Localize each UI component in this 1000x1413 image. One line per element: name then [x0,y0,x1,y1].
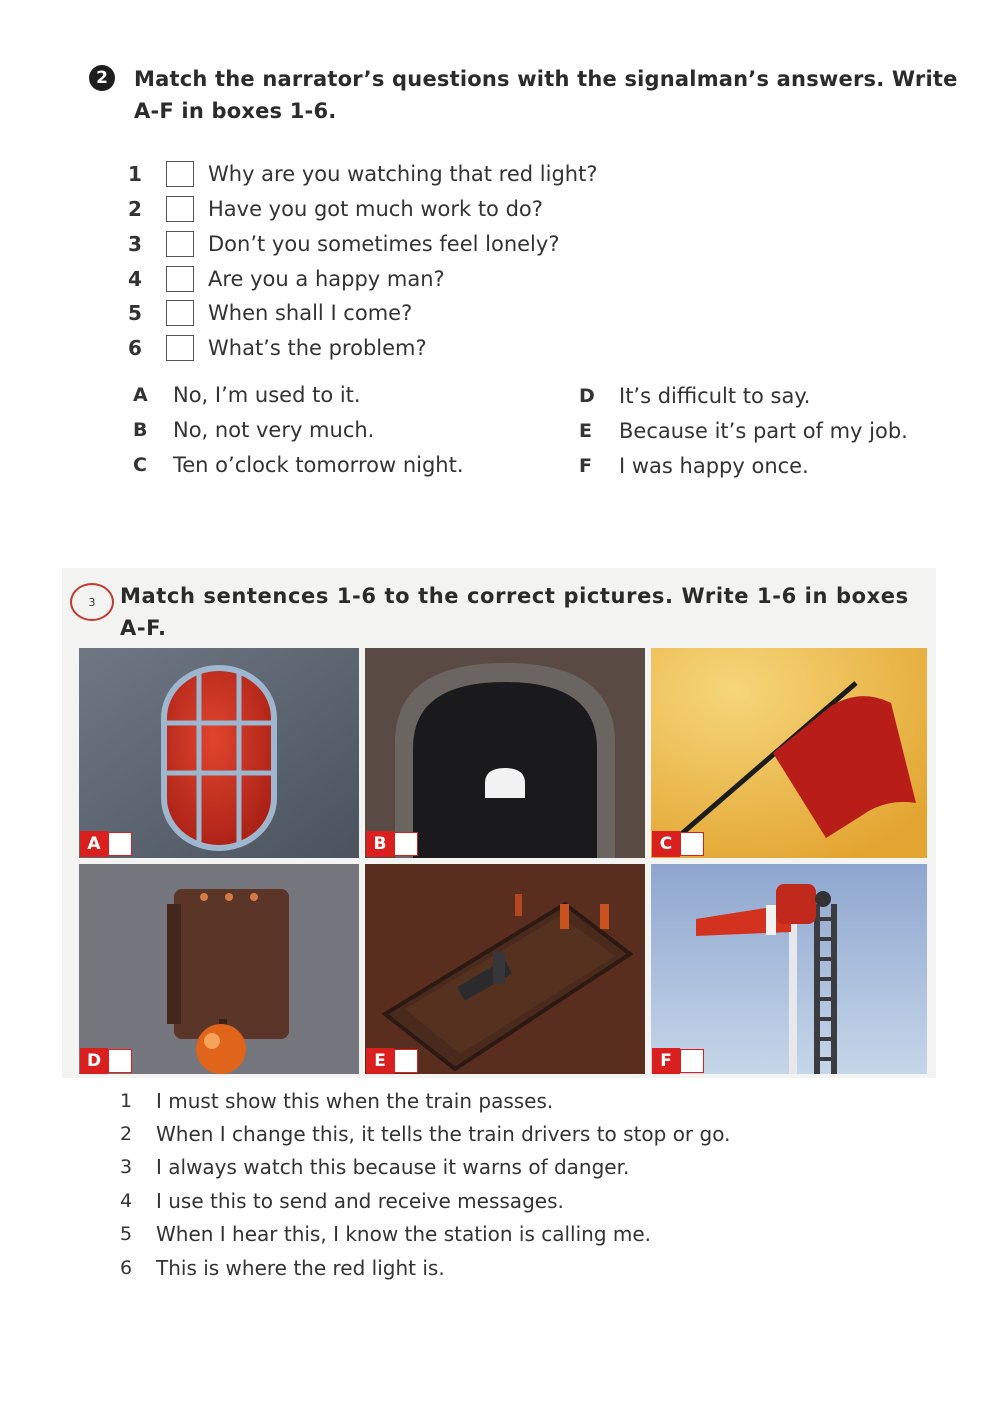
picture-letter: E [366,1048,394,1074]
question-number: 3 [128,231,142,256]
sentence-text: I use this to send and receive messages. [156,1188,564,1213]
answer-option [579,449,809,483]
picture-answer-box[interactable] [108,832,132,856]
answer-letter: D [579,385,595,407]
answer-box[interactable] [166,300,194,326]
question-text: Why are you watching that red light? [208,161,598,186]
picture-answer-box[interactable] [680,832,704,856]
sentence-text: This is where the red light is. [156,1255,445,1280]
picture-tunnel [365,648,645,858]
question-text: Don’t you sometimes feel lonely? [208,231,560,256]
question-row [128,261,445,296]
question-row [128,330,427,365]
tunnel-illustration [365,648,645,858]
answer-option [579,414,908,448]
picture-label-f [652,1048,704,1074]
sentence-number: 5 [120,1222,133,1245]
telegraph-illustration [365,864,645,1074]
sentence-row [120,1117,730,1150]
answer-box[interactable] [166,196,194,222]
picture-label-a [80,831,132,857]
answer-box[interactable] [166,335,194,361]
question-number: 2 [128,196,142,221]
question-row [128,226,559,261]
sentence-text: When I change this, it tells the train drivers to stop or go. [156,1121,731,1146]
question-text: Are you a happy man? [208,266,445,291]
picture-letter: D [80,1048,108,1074]
answer-letter: B [133,419,148,441]
picture-answer-box[interactable] [108,1049,132,1073]
sentence-number: 1 [120,1089,133,1112]
picture-label-b [366,831,418,857]
question-number: 4 [128,266,142,291]
answer-option [133,448,464,482]
answer-option [133,413,374,447]
answer-option [579,379,810,413]
exercise3-instruction [120,580,910,644]
red-flag-illustration [651,648,927,858]
picture-letter: B [366,831,394,857]
answer-text: No, not very much. [173,418,375,442]
sentence-text: I must show this when the train passes. [156,1088,554,1113]
answer-box[interactable] [166,161,194,187]
answer-option [133,378,361,412]
sentence-row [120,1150,629,1183]
picture-label-c [652,831,704,857]
sentence-number: 2 [120,1122,133,1145]
exercise3-instruction-line1: Match sentences 1-6 to the correct pictures. Write 1-6 in boxes [120,584,909,608]
answer-text: I was happy once. [619,454,809,478]
sentence-row [120,1217,651,1250]
answer-letter: A [133,384,148,406]
bell-illustration [79,864,359,1074]
picture-answer-box[interactable] [394,832,418,856]
sentence-number: 6 [120,1256,133,1279]
exercise2-instruction-line1: Match the narrator’s questions with the signalman’s answers. Write [134,67,958,91]
sentence-text: I always watch this because it warns of danger. [156,1154,630,1179]
signal-illustration [651,864,927,1074]
sentence-row [120,1184,564,1217]
answer-letter: F [579,455,592,477]
picture-letter: F [652,1048,680,1074]
question-number: 5 [128,300,142,325]
picture-telegraph [365,864,645,1074]
question-number: 6 [128,335,142,360]
exercise3-number-circle: 3 [70,583,114,621]
picture-letter: A [80,831,108,857]
answer-letter: C [133,454,147,476]
answer-letter: E [579,420,592,442]
sentence-row [120,1084,553,1117]
question-row [128,191,543,226]
answer-box[interactable] [166,231,194,257]
answer-box[interactable] [166,266,194,292]
exercise3-instruction-line2: A-F. [120,616,167,640]
picture-letter: C [652,831,680,857]
exercise2-instruction [134,63,964,127]
picture-label-e [366,1048,418,1074]
question-number: 1 [128,161,142,186]
question-row [128,156,597,191]
picture-label-d [80,1048,132,1074]
question-text: Have you got much work to do? [208,196,543,221]
picture-answer-box[interactable] [680,1049,704,1073]
red-lamp-illustration [79,648,359,858]
question-text: When shall I come? [208,300,413,325]
sentence-text: When I hear this, I know the station is calling me. [156,1221,652,1246]
picture-red-lamp [79,648,359,858]
question-row [128,295,412,330]
question-text: What’s the problem? [208,335,427,360]
picture-bell [79,864,359,1074]
sentence-number: 4 [120,1189,133,1212]
answer-text: Because it’s part of my job. [619,419,908,443]
sentence-number: 3 [120,1155,133,1178]
sentence-row [120,1251,445,1284]
answer-text: It’s difficult to say. [619,384,811,408]
exercise-number-badge: 2 [89,65,115,91]
picture-answer-box[interactable] [394,1049,418,1073]
picture-red-flag [651,648,927,858]
answer-text: Ten o’clock tomorrow night. [173,453,464,477]
exercise2-instruction-line2: A-F in boxes 1-6. [134,99,337,123]
answer-text: No, I’m used to it. [173,383,361,407]
picture-signal [651,864,927,1074]
